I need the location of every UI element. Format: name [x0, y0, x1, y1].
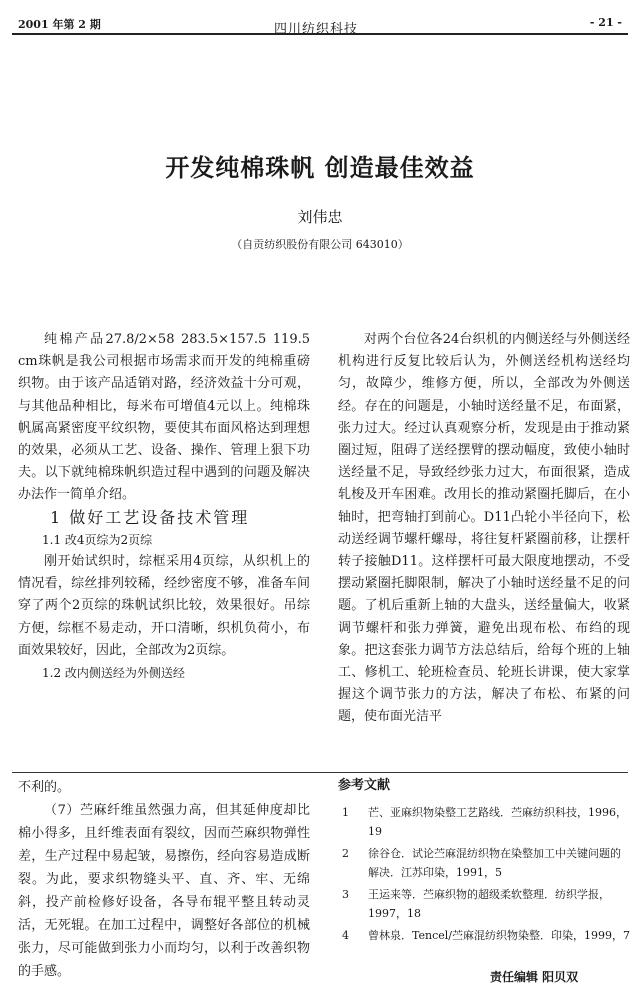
- reference-number: 1: [342, 806, 349, 819]
- reference-item: [338, 803, 630, 841]
- author-affiliation: （自贡纺织股份有限公司 643010）: [231, 238, 409, 251]
- subsection-1-1-body: 刚开始试织时，综框采用4页综，从织机上的情况看，综丝排列较稀，经纱密度不够，准备车间穿了两个2页综的珠帆试织比较，效果很好。吊综方便，综框不易走动，开口清晰，织机负荷小，布面效果较好，因此，全部改为2页综。: [18, 554, 310, 658]
- lower-left-column: [18, 776, 310, 983]
- reference-item: [338, 844, 630, 882]
- right-column: [338, 329, 630, 729]
- references-section: [338, 776, 630, 948]
- reference-item: [338, 885, 630, 923]
- journal-name: 四川纺织科技: [274, 22, 359, 37]
- right-column-paragraph: 对两个台位各24台织机的内侧送经与外侧送经机构进行反复比较后认为，外侧送经机构送经均匀，故障少，维修方便，所以，全部改为外侧送经。存在的问题是，小轴时送经量不足，布面紧，张力过大。经过认真观察分析，发现是由于推动紧圈过短，阻碍了送经摆臂的摆动幅度，致使小轴时送经量不足，导致经纱张力过大，布面很紧，造成轧梭及开车困难。改用长的推动紧圈托脚后，在小轴时，把弯轴打到前心。D11凸轮小半径向下，松动送经调节螺杆螺母，将往复杆紧圈前移，让摆杆转子接触D11。这样摆杆可最大限度地摆动，不受摆动紧圈托脚限制，解决了小轴时送经量不足的问题。了机后重新上轴的大盘头，送经量偏大，收紧调节螺杆和张力弹簧，避免出现布松、布绉的现象。把这套张力调节方法总结后，给每个班的上轴工、修机工、轮班检查员、轮班长讲课，使大家掌握这个调节张力的方法，解决了布松、布紧的问题，使布面光洁平: [338, 332, 630, 725]
- continued-text: 不利的。: [18, 780, 71, 795]
- left-column: [18, 329, 310, 684]
- references-heading: 参考文献: [338, 778, 391, 793]
- author-name: 刘伟忠: [297, 208, 343, 226]
- reference-number: 4: [342, 929, 349, 942]
- reference-text: 徐谷仓．试论苎麻混纺织物在染整加工中关键问题的解决．江苏印染，1991，5: [368, 847, 621, 879]
- section-divider: [12, 772, 628, 773]
- reference-text: 芒、亚麻织物染整工艺路线．苎麻纺织科技，1996，19: [368, 806, 627, 838]
- reference-number: 3: [342, 888, 349, 901]
- point-7-paragraph: （7）苎麻纤维虽然强力高，但其延伸度却比棉小得多，且纤维表面有裂纹，因而苎麻织物弹性差，生产过程中易起皱，易擦伤，经向容易造成断裂。为此，要求织物缝头平、直、齐、牢、无绵斜，投产前检修好设备，各导布辊平整且转动灵活，无死辊。在加工过程中，调整好各部位的机械张力，尽可能做到张力小而均匀，以利于改善织物的手感。: [18, 803, 310, 979]
- subsection-1-1-heading: 1.1 改4页综为2页综: [42, 532, 153, 547]
- reference-number: 2: [342, 847, 349, 860]
- running-header: [12, 12, 628, 37]
- reference-text: 曾林泉．Tencel/苎麻混纺织物染整．印染，1999，7: [368, 929, 630, 942]
- header-rule: [12, 33, 628, 35]
- reference-text: 王运来等．苎麻织物的超级柔软整理．纺织学报，1997，18: [368, 888, 610, 920]
- article-title: 开发纯棉珠帆 创造最佳效益: [165, 153, 475, 182]
- subsection-1-2-heading: 1.2 改内侧送经为外侧送经: [42, 666, 185, 681]
- reference-item: [338, 926, 630, 945]
- issue-label: 2001 年第 2 期: [18, 18, 101, 31]
- intro-paragraph: 纯棉产品27.8/2×58 283.5×157.5 119.5 cm珠帆是我公司根据市场需求而开发的纯棉重磅织物。由于该产品适销对路，经济效益十分可观，与其他品种相比，每米布可增值4元以上。纯棉珠帆属高紧密度平纹织物，要使其布面风格达到理想的效果，必须从工艺、设备、操作、管理上狠下功夫。以下就纯棉珠帆织造过程中遇到的问题及解决办法作一简单介绍。: [18, 332, 310, 503]
- responsible-editor: 责任编辑 阳贝双: [490, 970, 579, 984]
- page-number: - 21 -: [589, 16, 622, 29]
- section-1-heading: 1 做好工艺设备技术管理: [50, 507, 250, 527]
